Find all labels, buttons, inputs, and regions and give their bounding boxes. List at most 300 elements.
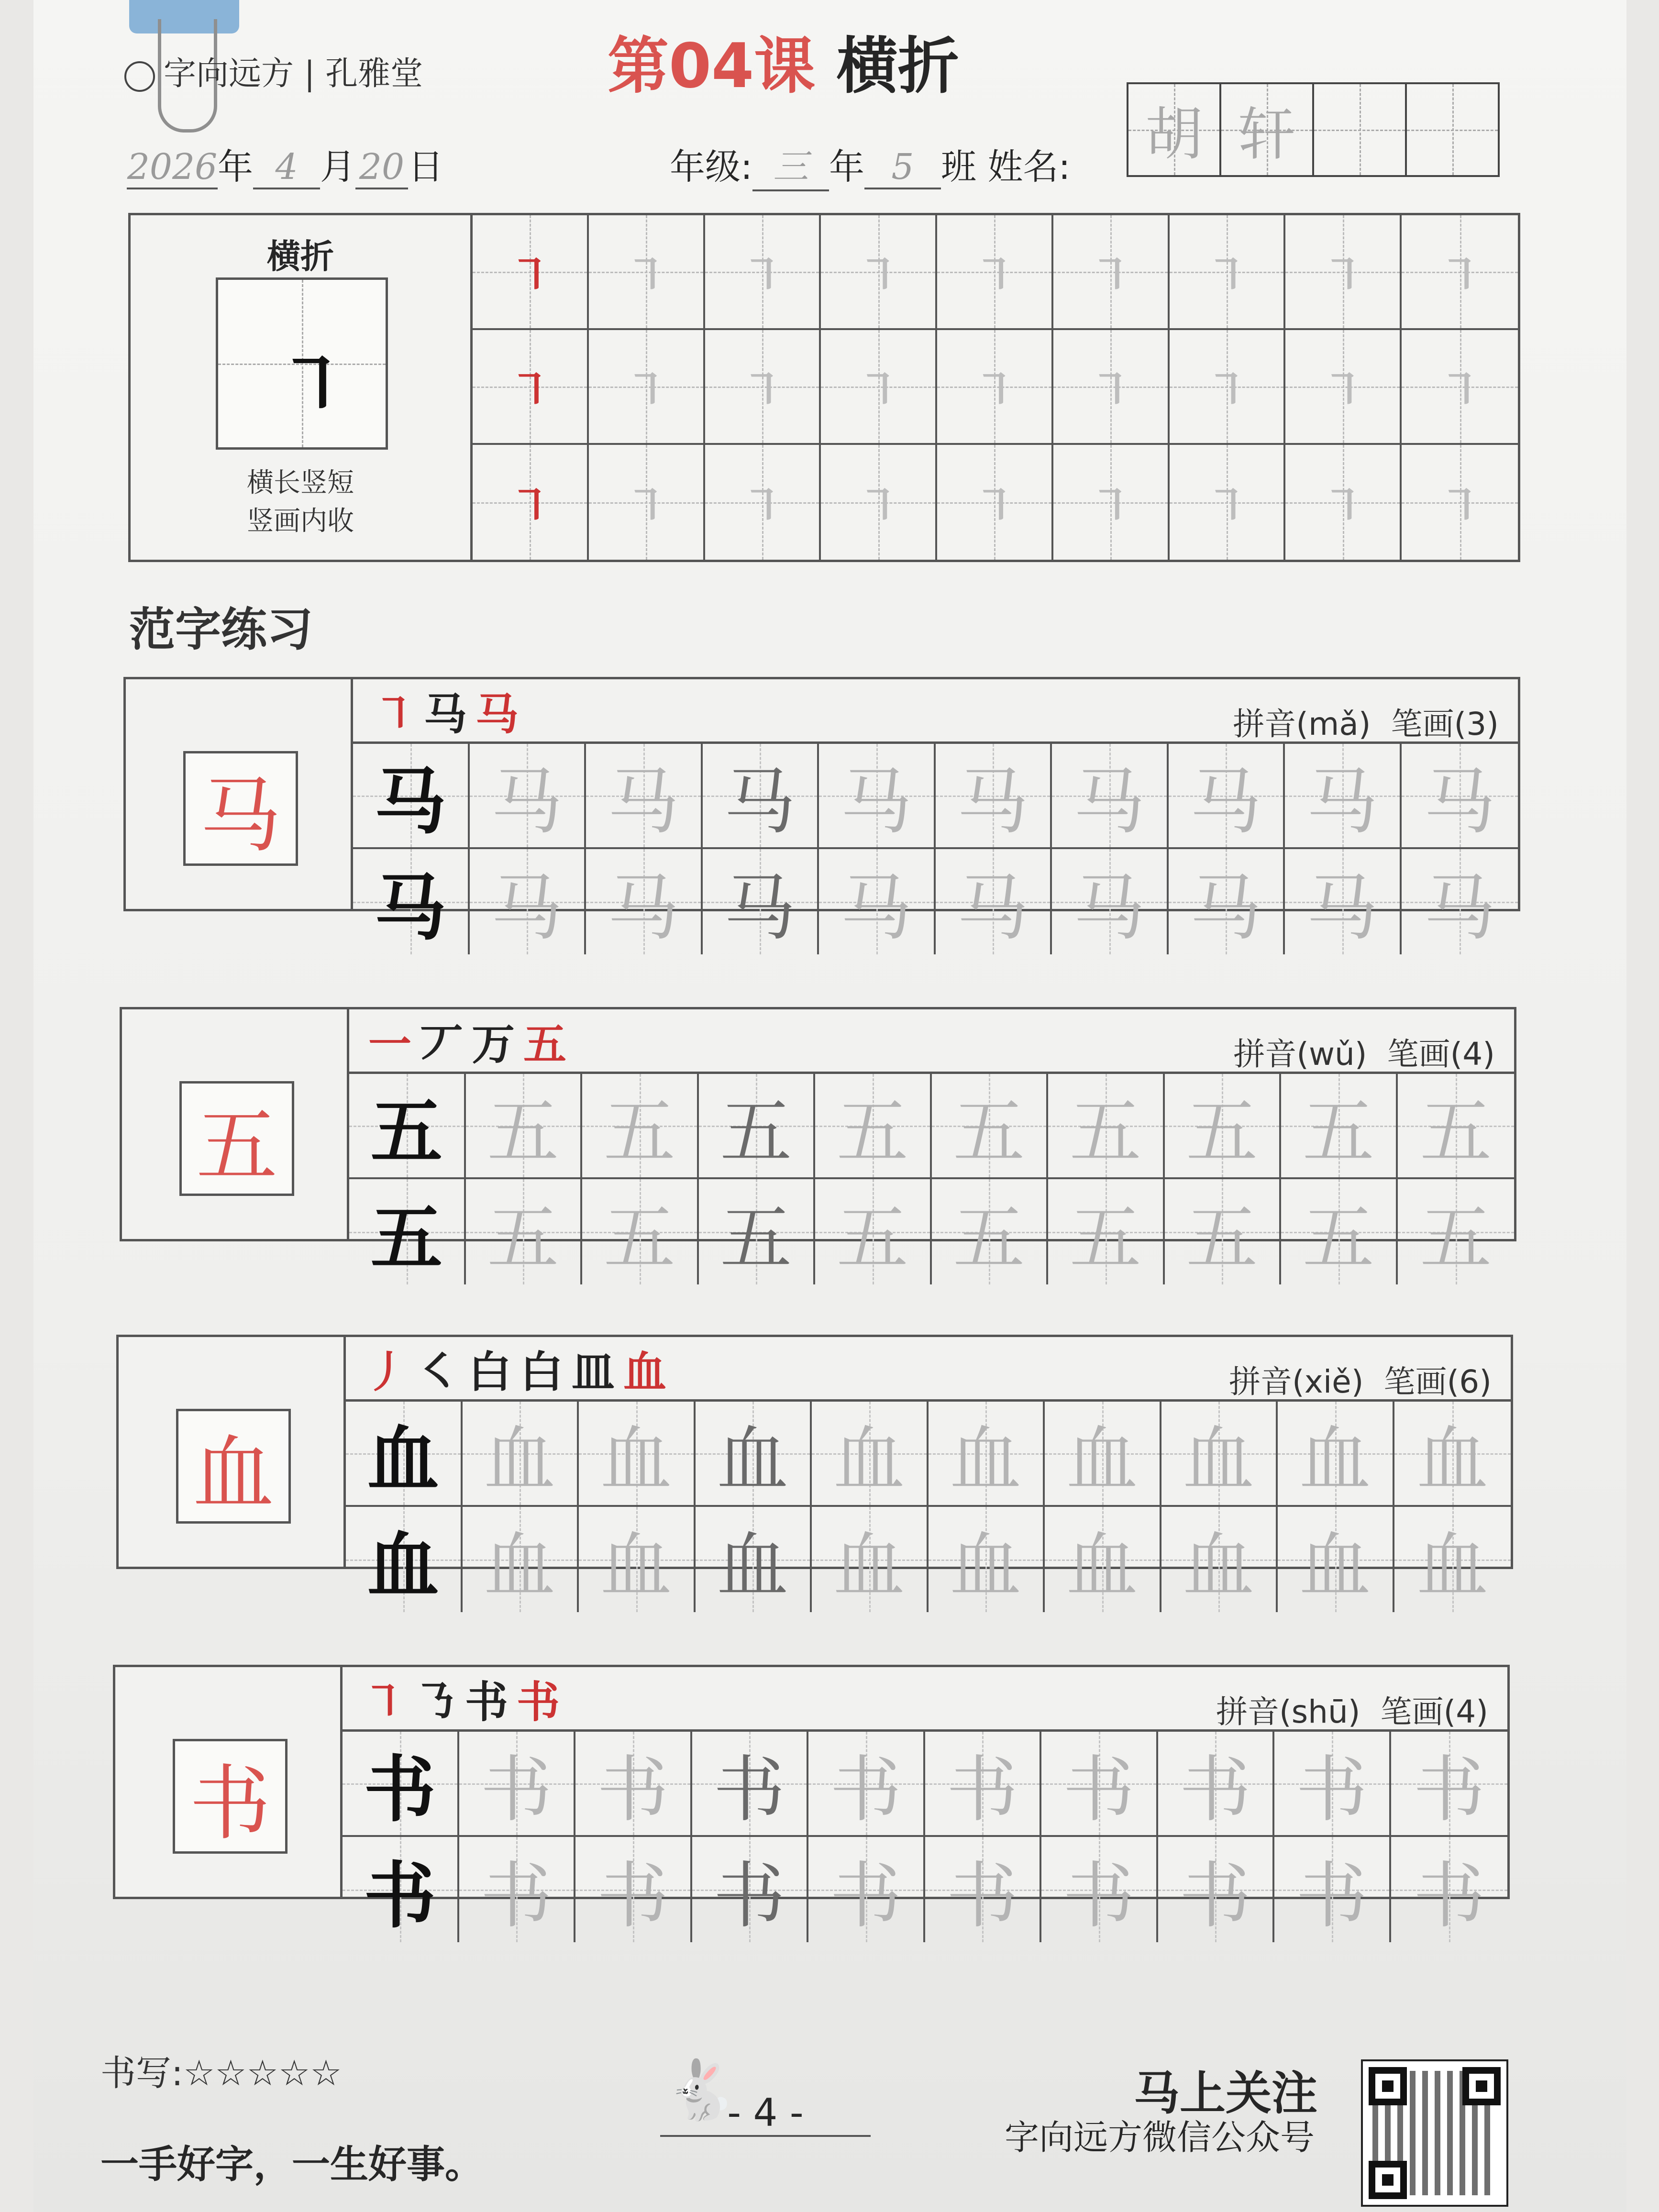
name-char: 轩: [1238, 101, 1295, 168]
stroke-trace-glyph: ㇕: [973, 481, 1016, 531]
trace-character-cell[interactable]: [463, 1507, 579, 1612]
practice-character: 五: [720, 1091, 792, 1174]
trace-character-cell[interactable]: [819, 744, 936, 849]
trace-character-cell[interactable]: [932, 1179, 1049, 1284]
practice-character: 马: [957, 761, 1029, 844]
trace-character-cell[interactable]: [459, 1732, 576, 1837]
qr-code-icon[interactable]: [1361, 2059, 1508, 2207]
practice-character: 马: [1424, 761, 1496, 844]
example-character-cell: [353, 849, 470, 954]
score-line: [100, 2045, 342, 2096]
trace-character-cell[interactable]: [1169, 744, 1285, 849]
stroke-order-step: 书: [517, 1677, 568, 1727]
character-header: [346, 1337, 1511, 1402]
trace-character-cell[interactable]: [812, 1507, 929, 1612]
practice-character: 书: [1295, 1855, 1368, 1938]
example-character-cell: [349, 1074, 466, 1179]
practice-character: 五: [1069, 1197, 1141, 1280]
trace-character-cell[interactable]: [463, 1402, 579, 1507]
practice-character: 血: [950, 1418, 1022, 1502]
stroke-trace-glyph: ㇕: [856, 251, 900, 301]
date-day: 20: [355, 146, 408, 189]
trace-character-cell[interactable]: [1045, 1507, 1161, 1612]
stroke-trace-cell[interactable]: [589, 330, 705, 445]
stroke-order-step: 白: [468, 1347, 520, 1397]
stroke-trace-cell[interactable]: [937, 445, 1053, 560]
trace-character-cell[interactable]: [579, 1507, 696, 1612]
practice-character: 马: [957, 867, 1029, 950]
stroke-trace-cell[interactable]: [821, 330, 937, 445]
trace-character-cell[interactable]: [1158, 1837, 1275, 1942]
practice-character: 血: [600, 1418, 672, 1502]
stroke-trace-glyph: ㇕: [740, 365, 784, 416]
trace-character-cell[interactable]: [1161, 1402, 1278, 1507]
practice-character: 马: [374, 760, 446, 844]
stroke-trace-glyph: ㇕: [508, 251, 552, 301]
stroke-trace-glyph: ㇕: [508, 365, 552, 416]
practice-section-title: 范字练习: [129, 603, 313, 656]
trace-character-cell[interactable]: [459, 1837, 576, 1942]
stroke-order-step: 皿: [572, 1347, 623, 1397]
stroke-trace-glyph: ㇕: [740, 481, 784, 531]
trace-character-cell[interactable]: [925, 1732, 1042, 1837]
trace-character-cell[interactable]: [1398, 1074, 1515, 1179]
trace-character-cell[interactable]: [1398, 1179, 1515, 1284]
trace-character-cell[interactable]: [692, 1732, 809, 1837]
stroke-practice-section: [128, 213, 1520, 562]
practice-character: 书: [830, 1748, 902, 1832]
stroke-trace-glyph: ㇕: [1089, 365, 1132, 416]
practice-character: 血: [484, 1525, 556, 1608]
trace-character-cell[interactable]: [1391, 1837, 1508, 1942]
trace-character-cell[interactable]: [703, 744, 819, 849]
name-cell: [1221, 84, 1314, 175]
trace-character-cell[interactable]: [1394, 1507, 1511, 1612]
pinyin-stroke-info: [1233, 1029, 1495, 1074]
trace-character-cell[interactable]: [1045, 1402, 1161, 1507]
practice-character: 马: [607, 867, 679, 950]
practice-character: 血: [1299, 1525, 1371, 1608]
trace-character-cell[interactable]: [1278, 1402, 1394, 1507]
practice-character: 五: [953, 1197, 1025, 1280]
practice-character: 五: [720, 1197, 792, 1280]
stroke-tip: 竖画内收: [247, 506, 354, 537]
practice-character: 马: [840, 867, 912, 950]
stroke-order-step: 五: [523, 1019, 575, 1070]
trace-character-cell[interactable]: [1052, 849, 1169, 954]
trace-character-cell[interactable]: [925, 1837, 1042, 1942]
page-title: [608, 17, 959, 105]
character-practice-grid: [343, 1732, 1507, 1942]
practice-character: 书: [364, 1747, 436, 1832]
stroke-trace-cell[interactable]: [1053, 330, 1170, 445]
practice-character: 书: [480, 1748, 553, 1832]
stroke-trace-cell[interactable]: [821, 445, 937, 560]
trace-character-cell[interactable]: [812, 1402, 929, 1507]
score-stars[interactable]: ☆☆☆☆☆: [183, 2053, 342, 2094]
trace-character-cell[interactable]: [1285, 849, 1402, 954]
trace-character-cell[interactable]: [1391, 1732, 1508, 1837]
stroke-order: [372, 679, 527, 741]
character-model-panel: [119, 1337, 346, 1567]
trace-character-cell[interactable]: [1041, 1732, 1158, 1837]
class-line: [670, 139, 1070, 191]
stroke-trace-cell[interactable]: [1285, 215, 1402, 330]
practice-character: 五: [1302, 1197, 1374, 1280]
stroke-order-step: 马: [424, 689, 476, 740]
pinyin-stroke-info: [1216, 1686, 1488, 1732]
trace-character-cell[interactable]: [1169, 849, 1285, 954]
stroke-count: 笔画(4): [1387, 1036, 1495, 1073]
trace-character-cell[interactable]: [1165, 1179, 1282, 1284]
practice-character: 五: [487, 1091, 559, 1174]
character-block: [113, 1665, 1510, 1938]
practice-character: 血: [484, 1418, 556, 1502]
stroke-trace-glyph: ㇕: [624, 481, 668, 531]
practice-character: 马: [374, 866, 446, 950]
stroke-trace-cell[interactable]: [589, 215, 705, 330]
trace-character-cell[interactable]: [1285, 744, 1402, 849]
trace-character-cell[interactable]: [1048, 1074, 1165, 1179]
stroke-trace-glyph: ㇕: [508, 481, 552, 531]
model-character: 马: [183, 751, 298, 866]
trace-character-cell[interactable]: [582, 1179, 699, 1284]
grade-suffix: 年: [829, 146, 864, 188]
practice-character: 书: [1413, 1748, 1485, 1832]
stroke-order-step: 一: [368, 1019, 420, 1070]
stroke-trace-cell[interactable]: [1402, 445, 1518, 560]
trace-character-cell[interactable]: [808, 1837, 925, 1942]
stroke-trace-glyph: ㇕: [1321, 251, 1364, 301]
model-character: 书: [173, 1739, 288, 1854]
stroke-trace-cell[interactable]: [473, 330, 589, 445]
practice-character: 五: [953, 1091, 1025, 1174]
name-char: 胡: [1145, 101, 1203, 168]
slogan: 一手好字，一生好事。: [100, 2142, 483, 2187]
trace-character-cell[interactable]: [808, 1732, 925, 1837]
practice-character: 五: [1302, 1091, 1374, 1174]
grade-value: 三: [752, 139, 829, 191]
pinyin: 拼音(shū): [1216, 1693, 1360, 1730]
practice-character: 书: [364, 1854, 436, 1938]
stroke-trace-cell[interactable]: [1053, 215, 1170, 330]
wechat-account-label: 字向远方微信公众号: [1005, 2117, 1315, 2157]
stroke-order-step: ㇡: [413, 1677, 465, 1727]
date-month: 4: [253, 146, 320, 189]
trace-character-cell[interactable]: [699, 1179, 816, 1284]
trace-character-cell[interactable]: [932, 1074, 1049, 1179]
trace-character-cell[interactable]: [819, 849, 936, 954]
stroke-trace-cell[interactable]: [1285, 445, 1402, 560]
practice-character: 马: [1190, 867, 1262, 950]
stroke-trace-glyph: ㇕: [1438, 365, 1482, 416]
name-box: [1127, 82, 1500, 177]
trace-character-cell[interactable]: [470, 744, 586, 849]
stroke-trace-glyph: ㇕: [1089, 251, 1132, 301]
example-character-cell: [353, 744, 470, 849]
trace-character-cell[interactable]: [815, 1074, 932, 1179]
practice-character: 马: [1073, 867, 1145, 950]
character-practice-panel: [343, 1667, 1507, 1938]
stroke-order-step: 丿: [365, 1347, 417, 1397]
practice-character: 五: [1186, 1197, 1258, 1280]
stroke-tip: 横长竖短: [247, 467, 354, 498]
practice-character: 血: [833, 1418, 905, 1502]
example-character-cell: [343, 1732, 459, 1837]
stroke-trace-cell[interactable]: [589, 445, 705, 560]
character-practice-panel: [346, 1337, 1511, 1608]
trace-character-cell[interactable]: [575, 1837, 692, 1942]
stroke-trace-cell[interactable]: [821, 215, 937, 330]
stroke-trace-cell[interactable]: [937, 215, 1053, 330]
practice-character: 书: [1062, 1855, 1135, 1938]
stroke-trace-cell[interactable]: [705, 330, 821, 445]
practice-character: 血: [1416, 1525, 1489, 1608]
practice-character: 五: [1420, 1091, 1492, 1174]
stroke-trace-cell[interactable]: [1402, 215, 1518, 330]
practice-character: 血: [1183, 1418, 1255, 1502]
stroke-diagram: [216, 277, 388, 450]
stroke-trace-glyph: ㇕: [1321, 481, 1364, 531]
practice-character: 血: [950, 1525, 1022, 1608]
practice-character: 马: [724, 761, 796, 844]
practice-character: 马: [1073, 761, 1145, 844]
practice-character: 马: [1306, 867, 1378, 950]
practice-character: 五: [1420, 1197, 1492, 1280]
stroke-order-step: ㇕: [362, 1677, 413, 1727]
practice-character: 书: [1295, 1748, 1368, 1832]
trace-character-cell[interactable]: [1402, 849, 1518, 954]
trace-character-cell[interactable]: [466, 1074, 583, 1179]
trace-character-cell[interactable]: [586, 744, 703, 849]
practice-character: 马: [840, 761, 912, 844]
practice-character: 马: [1190, 761, 1262, 844]
trace-character-cell[interactable]: [586, 849, 703, 954]
character-block: [123, 677, 1520, 950]
qr-finder: [1369, 2067, 1407, 2105]
practice-character: 马: [1306, 761, 1378, 844]
date-line: [127, 139, 443, 189]
trace-character-cell[interactable]: [1158, 1732, 1275, 1837]
pinyin: 拼音(wǔ): [1233, 1036, 1367, 1073]
stroke-trace-cell[interactable]: [1170, 445, 1286, 560]
trace-character-cell[interactable]: [692, 1837, 809, 1942]
practice-character: 书: [830, 1855, 902, 1938]
practice-character: 马: [607, 761, 679, 844]
practice-character: 书: [946, 1855, 1018, 1938]
character-practice-grid: [346, 1402, 1511, 1612]
stroke-order-step: ㇛: [417, 1347, 468, 1397]
trace-character-cell[interactable]: [929, 1402, 1045, 1507]
month-label: 月: [320, 146, 355, 188]
example-character-cell: [346, 1402, 463, 1507]
trace-character-cell[interactable]: [470, 849, 586, 954]
practice-character: 血: [367, 1524, 439, 1608]
stroke-trace-cell[interactable]: [705, 215, 821, 330]
practice-character: 五: [603, 1197, 675, 1280]
trace-character-cell[interactable]: [1048, 1179, 1165, 1284]
trace-character-cell[interactable]: [1052, 744, 1169, 849]
stroke-trace-glyph: ㇕: [1438, 481, 1482, 531]
model-character: 五: [179, 1081, 294, 1196]
practice-character: 五: [836, 1197, 908, 1280]
practice-character: 马: [491, 761, 563, 844]
practice-character: 血: [1183, 1525, 1255, 1608]
stroke-trace-cell[interactable]: [1402, 330, 1518, 445]
practice-character: 五: [487, 1197, 559, 1280]
stroke-name: 横折: [267, 237, 334, 276]
stroke-trace-glyph: ㇕: [1089, 481, 1132, 531]
trace-character-cell[interactable]: [929, 1507, 1045, 1612]
example-character-cell: [343, 1837, 459, 1942]
example-character-cell: [349, 1179, 466, 1284]
trace-character-cell[interactable]: [579, 1402, 696, 1507]
stroke-count: 笔画(6): [1383, 1363, 1492, 1400]
trace-character-cell[interactable]: [696, 1402, 812, 1507]
practice-character: 书: [1179, 1748, 1251, 1832]
practice-character: 书: [597, 1748, 669, 1832]
follow-text: 马上关注: [1134, 2067, 1317, 2120]
stroke-trace-glyph: ㇕: [1321, 365, 1364, 416]
practice-character: 五: [370, 1090, 442, 1174]
stroke-count: 笔画(3): [1391, 706, 1499, 742]
practice-character: 血: [717, 1525, 789, 1608]
name-cell: [1314, 84, 1407, 175]
trace-character-cell[interactable]: [815, 1179, 932, 1284]
lesson-number: 第04课: [608, 31, 816, 102]
trace-character-cell[interactable]: [1161, 1507, 1278, 1612]
stroke-order-step: 白: [520, 1347, 572, 1397]
trace-character-cell[interactable]: [1165, 1074, 1282, 1179]
example-character-cell: [346, 1507, 463, 1612]
name-cell: [1128, 84, 1221, 175]
stroke-trace-cell[interactable]: [1170, 330, 1286, 445]
trace-character-cell[interactable]: [1278, 1507, 1394, 1612]
trace-character-cell[interactable]: [582, 1074, 699, 1179]
stroke-trace-glyph: ㇕: [740, 251, 784, 301]
stroke-info-panel: [131, 215, 473, 560]
practice-character: 五: [836, 1091, 908, 1174]
practice-character: 血: [367, 1417, 439, 1502]
stroke-trace-cell[interactable]: [473, 445, 589, 560]
stroke-order-step: 万: [472, 1019, 523, 1070]
stroke-order: [365, 1337, 675, 1399]
practice-character: 血: [1066, 1418, 1138, 1502]
pinyin: 拼音(mǎ): [1233, 706, 1371, 742]
character-block: [120, 1007, 1516, 1280]
stroke-trace-glyph: ㇕: [973, 251, 1016, 301]
trace-character-cell[interactable]: [1274, 1732, 1391, 1837]
stroke-order-step: ㇕: [372, 689, 424, 740]
practice-character: 血: [717, 1418, 789, 1502]
practice-character: 五: [603, 1091, 675, 1174]
stroke-count: 笔画(4): [1380, 1693, 1488, 1730]
grade-label: 年级:: [670, 146, 752, 188]
character-header: [353, 679, 1518, 744]
character-model-panel: [122, 1009, 349, 1239]
practice-character: 血: [600, 1525, 672, 1608]
trace-character-cell[interactable]: [699, 1074, 816, 1179]
stroke-trace-glyph: ㇕: [856, 365, 900, 416]
stroke-trace-cell[interactable]: [705, 445, 821, 560]
trace-character-cell[interactable]: [696, 1507, 812, 1612]
stroke-order: [362, 1667, 568, 1729]
practice-character: 书: [1413, 1855, 1485, 1938]
character-practice-grid: [349, 1074, 1514, 1284]
stroke-practice-grid: [473, 215, 1518, 560]
page-number: - 4 -: [660, 2090, 871, 2137]
trace-character-cell[interactable]: [1394, 1402, 1511, 1507]
year-label: 年: [218, 146, 253, 188]
trace-character-cell[interactable]: [1281, 1179, 1398, 1284]
stroke-trace-cell[interactable]: [1053, 445, 1170, 560]
practice-character: 血: [1066, 1525, 1138, 1608]
stroke-order-step: 丆: [420, 1019, 472, 1070]
stroke-trace-cell[interactable]: [1285, 330, 1402, 445]
stroke-trace-cell[interactable]: [473, 215, 589, 330]
class-label: 班: [940, 146, 976, 188]
stroke-trace-glyph: ㇕: [856, 481, 900, 531]
stroke-trace-glyph: ㇕: [973, 365, 1016, 416]
stroke-trace-glyph: ㇕: [1205, 481, 1249, 531]
trace-character-cell[interactable]: [1402, 744, 1518, 849]
character-model-panel: [126, 679, 353, 909]
practice-character: 书: [713, 1748, 785, 1832]
brand-text: 字向远方 | 孔雅堂: [164, 55, 423, 93]
name-cell: [1407, 84, 1498, 175]
stroke-order: [368, 1009, 575, 1072]
character-practice-panel: [353, 679, 1518, 950]
practice-character: 马: [724, 867, 796, 950]
day-label: 日: [408, 146, 443, 188]
practice-character: 书: [597, 1855, 669, 1938]
stroke-trace-cell[interactable]: [937, 330, 1053, 445]
qr-finder: [1462, 2067, 1501, 2105]
stroke-glyph: ㇕: [276, 344, 348, 428]
character-header: [343, 1667, 1507, 1732]
trace-character-cell[interactable]: [1281, 1074, 1398, 1179]
trace-character-cell[interactable]: [703, 849, 819, 954]
pinyin: 拼音(xiě): [1229, 1363, 1364, 1400]
class-value: 5: [864, 146, 941, 189]
trace-character-cell[interactable]: [466, 1179, 583, 1284]
stroke-trace-glyph: ㇕: [1205, 251, 1249, 301]
trace-character-cell[interactable]: [1274, 1837, 1391, 1942]
qr-finder: [1369, 2161, 1407, 2199]
stroke-trace-cell[interactable]: [1170, 215, 1286, 330]
trace-character-cell[interactable]: [575, 1732, 692, 1837]
date-year: 2026: [127, 146, 218, 189]
brand-logo: [124, 48, 423, 94]
trace-character-cell[interactable]: [936, 744, 1052, 849]
stroke-order-step: 马: [476, 689, 527, 740]
stroke-trace-glyph: ㇕: [1438, 251, 1482, 301]
practice-character: 书: [1179, 1855, 1251, 1938]
practice-character: 书: [946, 1748, 1018, 1832]
practice-character: 血: [833, 1525, 905, 1608]
practice-character: 血: [1416, 1418, 1489, 1502]
model-character: 血: [176, 1409, 291, 1524]
trace-character-cell[interactable]: [936, 849, 1052, 954]
trace-character-cell[interactable]: [1041, 1837, 1158, 1942]
practice-character: 五: [1186, 1091, 1258, 1174]
pinyin-stroke-info: [1233, 698, 1499, 744]
name-label: 姓名:: [987, 146, 1071, 188]
practice-character: 五: [1069, 1091, 1141, 1174]
stroke-trace-glyph: ㇕: [624, 251, 668, 301]
pinyin-stroke-info: [1229, 1356, 1492, 1402]
character-header: [349, 1009, 1514, 1074]
